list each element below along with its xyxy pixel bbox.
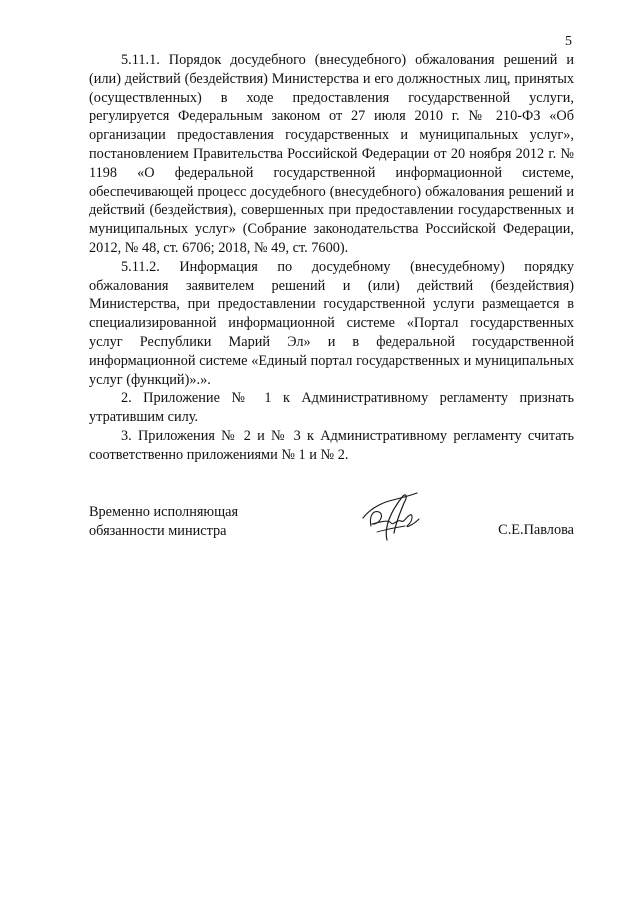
signer-name: С.Е.Павлова xyxy=(498,522,574,538)
paragraph-5-11-1: 5.11.1. Порядок досудебного (внесудебного) обжалования решений и (или) действий (бездействия) Министерства и его должностных лиц, принятых (осуществленных) в ходе предоставления государственной услуги, регулируется Федеральным законом от 27 июля 2010 г. № 210-ФЗ «Об организации предоставления государственных и муниципальных услуг», постановлением Правительства Российской Федерации от 20 ноября 2012 г. № 1198 «О федеральной государственной информационной системе, обеспечивающей процесс досудебного (внесудебного) обжалования решений и действий (бездействия), совершенных при предоставлении государственных и муниципальных услуг» (Собрание законодательства Российской Федерации, 2012, № 48, ст. 6706; 2018, № 49, ст. 7600). xyxy=(89,52,574,256)
paragraph-item-3: 3. Приложения № 2 и № 3 к Административному регламенту считать соответственно приложениями № 1 и № 2. xyxy=(89,427,574,463)
handwritten-signature-icon xyxy=(357,488,425,548)
signer-title xyxy=(89,503,289,541)
document-body xyxy=(89,51,574,465)
paragraph-item-2: 2. Приложение № 1 к Административному регламенту признать утратившим силу. xyxy=(89,390,574,426)
paragraph-5-11-2: 5.11.2. Информация по досудебному (внесудебному) порядку обжалования заявителем решений и (или) действий (бездействия) Министерства, при предоставлении государственной услуги размещается в специализированной информационной системе «Портал государственных услуг Республики Марий Эл» и в федеральной государственной информационной системе «Единый портал государственных и муниципальных услуг (функций)».». xyxy=(89,258,574,388)
signer-title-line-1: Временно исполняющая xyxy=(89,504,239,520)
page-number: 5 xyxy=(565,34,572,49)
signature-block xyxy=(89,503,574,563)
signer-title-line-2: обязанности министра xyxy=(89,522,227,539)
